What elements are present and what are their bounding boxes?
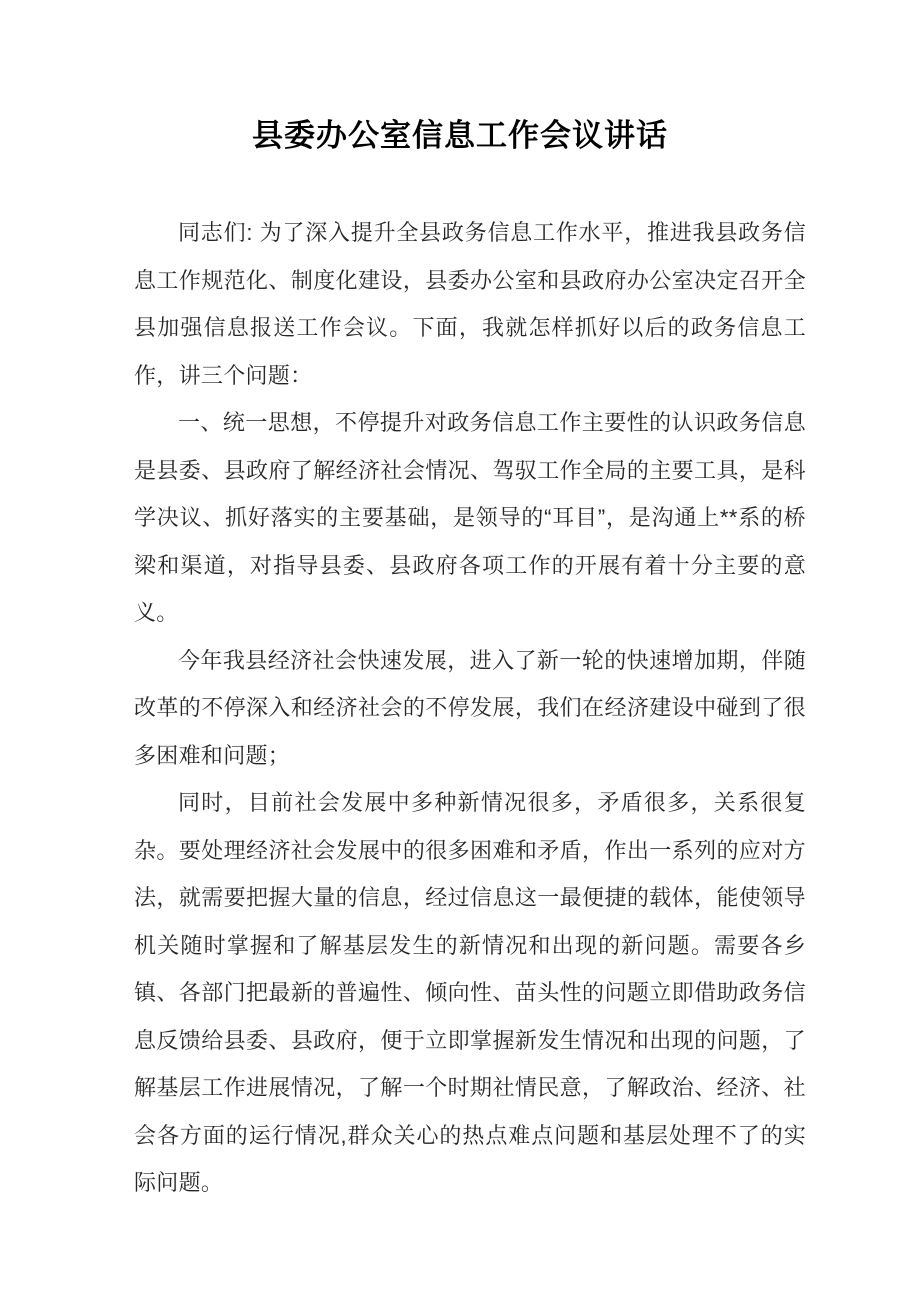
paragraph-situation: 同时，目前社会发展中多种新情况很多，矛盾很多，关系很复杂。要处理经济社会发展中的很多困难和矛盾，作出一系列的应对方法，就需要把握大量的信息，经过信息这一最便捷的载体，能使领导机关随时掌握和了解基层发生的新情况和出现的新问题。需要各乡镇、各部门把最新的普遍性、倾向性、苗头性的问题立即借助政务信息反馈给县委、县政府，便于立即掌握新发生情况和出现的问题，了解基层工作进展情况，了解一个时期社情民意，了解政治、经济、社会各方面的运行情况,群众关心的热点难点问题和基层处理不了的实际问题。: [134, 790, 806, 1195]
document-title: 县委办公室信息工作会议讲话: [252, 118, 668, 153]
document-body: [134, 209, 806, 1207]
paragraph-economy: 今年我县经济社会快速发展，进入了新一轮的快速增加期，伴随改革的不停深入和经济社会的不停发展，我们在经济建设中碰到了很多困难和问题；: [134, 647, 806, 768]
paragraph-opening: 同志们: 为了深入提升全县政务信息工作水平，推进我县政务信息工作规范化、制度化建设，县委办公室和县政府办公室决定召开全县加强信息报送工作会议。下面，我就怎样抓好以后的政务信息工作，讲三个问题：: [134, 220, 806, 388]
paragraph-section-one: 一、统一思想，不停提升对政务信息工作主要性的认识政务信息是县委、县政府了解经济社会情况、驾驭工作全局的主要工具，是科学决议、抓好落实的主要基础，是领导的“耳目”，是沟通上**系的桥梁和渠道，对指导县委、县政府各项工作的开展有着十分主要的意义。: [134, 410, 806, 625]
